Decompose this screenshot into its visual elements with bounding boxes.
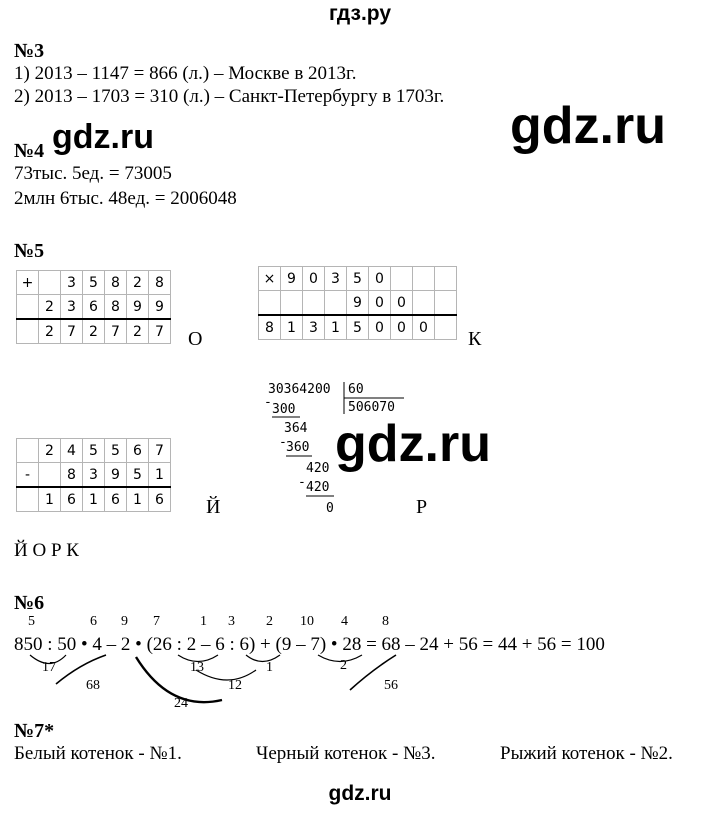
task4-heading: №4 [14,140,45,162]
digit-cell: 0 [391,315,413,340]
digit-cell: 0 [413,315,435,340]
digit-cell: 3 [83,463,105,488]
answer-letter: О [188,328,203,350]
answer-letter: Р [416,496,428,518]
task4-line: 2млн 6тыс. 48ед. = 2006048 [14,188,237,209]
task3-line: 2) 2013 – 1703 = 310 (л.) – Санкт-Петербургу в 1703г. [14,86,445,107]
order-number: 3 [228,614,235,629]
operator-sign: × [259,267,281,291]
division-quotient: 506070 [348,400,395,415]
digit-cell: 9 [281,267,303,291]
operator-sign: + [17,271,39,295]
digit-cell: 1 [325,315,347,340]
digit-cell: 4 [61,439,83,463]
task5-heading: №5 [14,240,45,262]
intermediate-result: 2 [340,658,347,673]
digit-cell: 6 [149,487,171,512]
intermediate-result: 12 [228,678,242,693]
order-number: 4 [341,614,348,629]
digit-cell: 2 [127,271,149,295]
task6-heading: №6 [14,592,45,614]
division-dividend: 30364200 [268,382,331,397]
digit-cell: 3 [61,271,83,295]
digit-cell: 9 [105,463,127,488]
division-step: 420 [306,461,330,476]
division-step: 0 [326,501,334,516]
intermediate-result: 1 [266,660,273,675]
digit-cell: 6 [105,487,127,512]
digit-cell: 7 [105,319,127,344]
task5-answer: Й О Р К [14,540,79,561]
digit-cell: 1 [39,487,61,512]
digit-cell: 8 [105,271,127,295]
digit-cell: 1 [281,315,303,340]
minus-sign: - [279,435,287,450]
digit-cell: 0 [369,315,391,340]
watermark: gdz.ru [52,118,154,156]
task3-heading: №3 [14,40,45,62]
digit-cell: 8 [105,295,127,320]
digit-cell: 2 [39,295,61,320]
division-step: 360 [286,440,310,455]
division-step: 420 [306,480,330,495]
division-divisor: 60 [348,382,364,397]
watermark: gdz.ru [510,97,666,155]
operator-sign: - [17,463,39,488]
digit-cell: 0 [391,291,413,316]
division-step: 364 [284,421,308,436]
order-number: 1 [200,614,207,629]
digit-cell: 5 [105,439,127,463]
digit-cell: 5 [83,439,105,463]
digit-cell: 6 [127,439,149,463]
digit-cell: 7 [61,319,83,344]
digit-cell: 2 [39,319,61,344]
order-number: 7 [153,614,160,629]
minus-sign: - [298,475,306,490]
order-number: 6 [90,614,97,629]
digit-cell: 7 [149,319,171,344]
digit-cell: 0 [303,267,325,291]
answer-letter: Й [206,496,221,518]
digit-cell: 2 [83,319,105,344]
order-number: 5 [28,614,35,629]
order-number: 10 [300,614,314,629]
site-footer: gdz.ru [328,782,392,805]
task6-expression: 850 : 50 • 4 – 2 • (26 : 2 – 6 : 6) + (9 – 7) • 28 = 68 – 24 + 56 = 44 + 56 = 100 [14,634,605,655]
task7-heading: №7* [14,720,55,742]
digit-cell: 8 [61,463,83,488]
task7-answer: Черный котенок - №3. [256,743,436,764]
order-number: 9 [121,614,128,629]
order-number: 2 [266,614,273,629]
digit-cell: 2 [39,439,61,463]
order-number: 8 [382,614,389,629]
intermediate-result: 56 [384,678,398,693]
digit-cell: 6 [61,487,83,512]
digit-cell: 8 [259,315,281,340]
watermark: gdz.ru [335,415,491,473]
digit-cell: 3 [325,267,347,291]
answer-letter: К [468,328,482,350]
intermediate-result: 17 [42,660,56,675]
digit-cell: 1 [83,487,105,512]
digit-cell: 9 [347,291,369,316]
digit-cell: 0 [369,267,391,291]
digit-cell: 3 [303,315,325,340]
digit-cell: 7 [149,439,171,463]
task4-line: 73тыс. 5ед. = 73005 [14,163,172,184]
digit-cell: 2 [127,319,149,344]
intermediate-result: 24 [174,696,188,711]
task7-answer: Рыжий котенок - №2. [500,743,673,764]
site-header: гдз.ру [328,2,392,25]
digit-cell: 9 [149,295,171,320]
digit-cell: 5 [83,271,105,295]
digit-cell: 5 [347,267,369,291]
task7-answer: Белый котенок - №1. [14,743,182,764]
intermediate-result: 13 [190,660,204,675]
digit-cell: 1 [127,487,149,512]
intermediate-result: 68 [86,678,100,693]
digit-cell: 5 [127,463,149,488]
digit-cell: 5 [347,315,369,340]
digit-cell: 6 [83,295,105,320]
digit-cell: 8 [149,271,171,295]
digit-cell: 0 [369,291,391,316]
task3-line: 1) 2013 – 1147 = 866 (л.) – Москве в 2013г. [14,63,357,84]
minus-sign: - [264,395,272,410]
digit-cell: 1 [149,463,171,488]
division-step: 300 [272,402,296,417]
digit-cell: 3 [61,295,83,320]
digit-cell: 9 [127,295,149,320]
